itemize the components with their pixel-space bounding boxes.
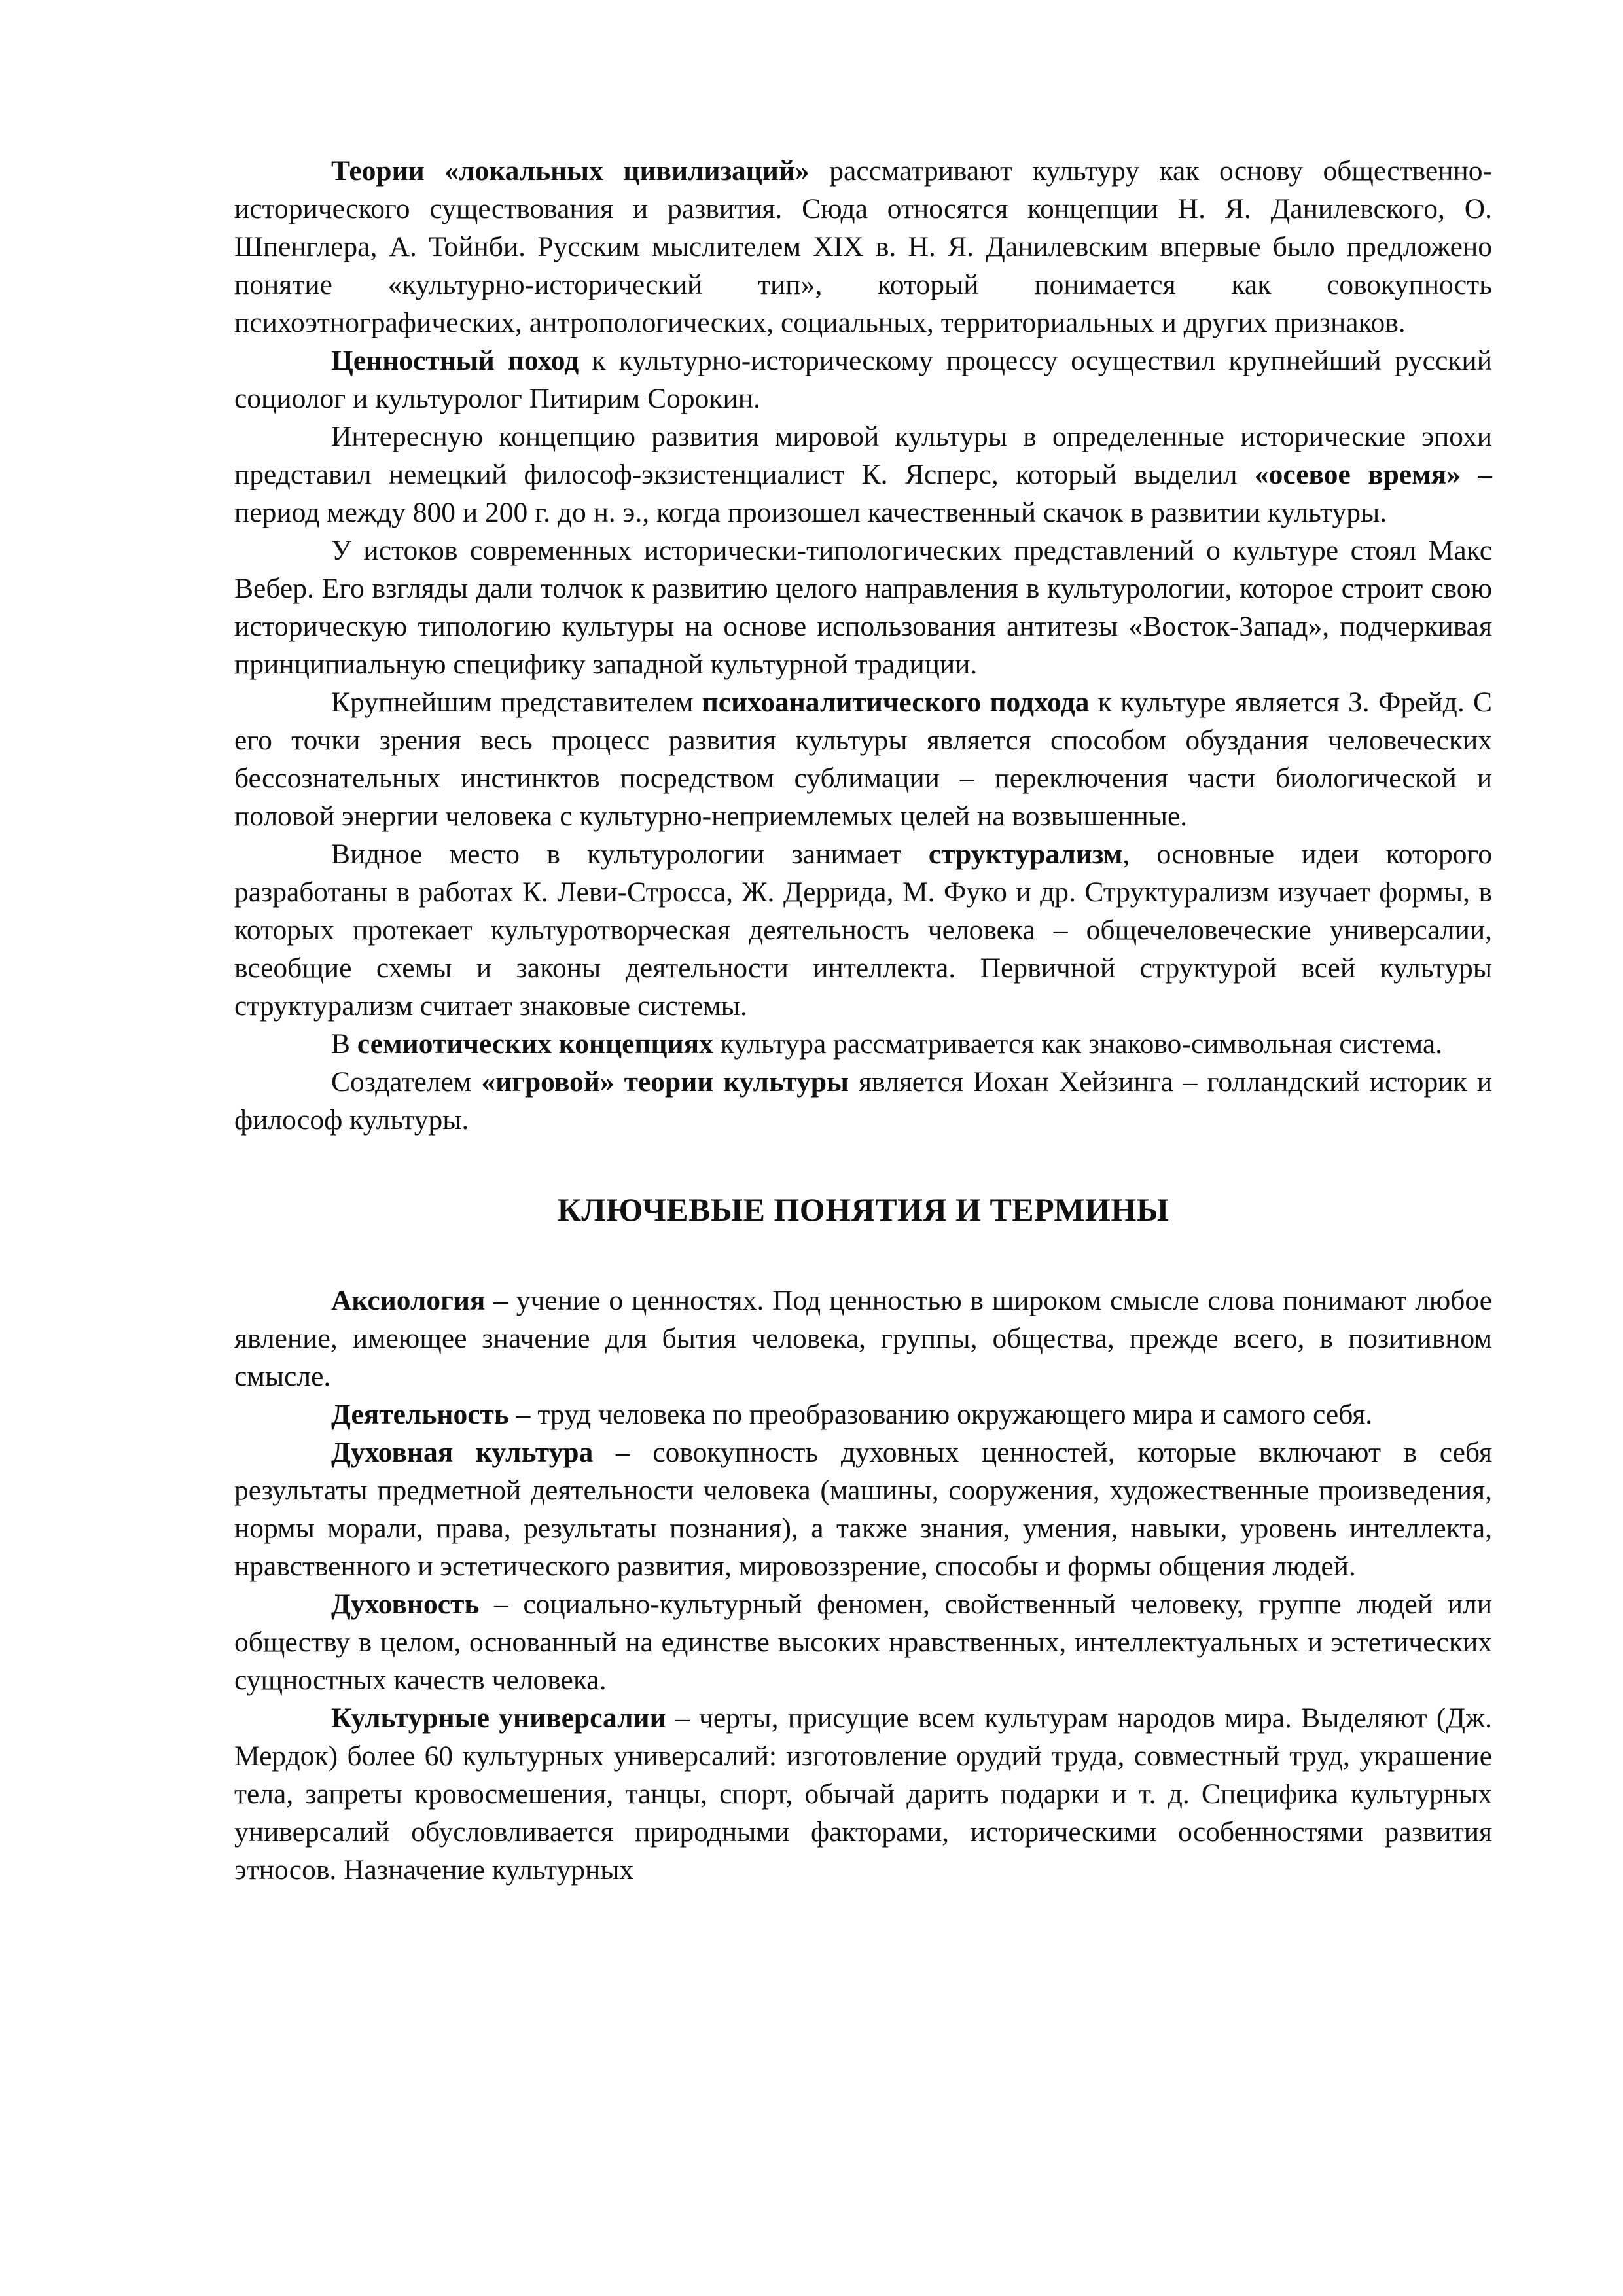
paragraph-weber <box>234 531 1492 683</box>
paragraph-axial-age <box>234 418 1492 531</box>
paragraph-lead-text: Крупнейшим представителем <box>331 687 702 718</box>
term-cultural-universals: Культурные универсалии <box>331 1702 666 1734</box>
paragraph-text: к культуре является З. Фрейд. С его точки зрения весь процесс развития культуры является способом обуздания человеческих бессознательных инстинктов посредством сублимации – переключения части биологической и половой энергии человека с культурно-неприемлемых целей на возвышенные. <box>234 687 1492 832</box>
paragraph-text: к культурно-историческому процессу осуществил крупнейший русский социолог и культуролог Питирим Сорокин. <box>234 345 1492 414</box>
term-game-theory: «игровой» теории культуры <box>481 1066 849 1098</box>
paragraph-semiotic <box>234 1025 1492 1063</box>
term-entry-spiritual-culture <box>234 1433 1492 1585</box>
term-psychoanalytic-approach: психоаналитического подхода <box>702 687 1090 718</box>
section-heading: КЛЮЧЕВЫЕ ПОНЯТИЯ И ТЕРМИНЫ <box>557 1191 1169 1228</box>
term-definition: – социально-культурный феномен, свойственный человеку, группе людей или обществу в целом, основанный на единстве высоких нравственных, интеллектуальных и эстетических сущностных качеств человека. <box>234 1588 1492 1696</box>
term-entry-activity <box>234 1395 1492 1433</box>
paragraph-lead-text: Создателем <box>331 1066 482 1098</box>
paragraph-local-civilizations <box>234 152 1492 342</box>
paragraph-text: рассматривают культуру как основу общественно-исторического существования и развития. Сюда относятся концепции Н. Я. Данилевского, О. Шпенглера, А. Тойнби. Русским мыслителем XIX в. Н. Я. Данилевским впервые было предложено понятие «культурно-исторический тип», который понимается как совокупность психоэтнографических, антропологических, социальных, территориальных и других признаков. <box>234 155 1492 338</box>
term-definition: – совокупность духовных ценностей, которые включают в себя результаты предметной деятельности человека (машины, сооружения, художественные произведения, нормы морали, права, результаты познания), а также знания, умения, навыки, уровень интеллекта, нравственного и эстетического развития, мировоззрение, способы и формы общения людей. <box>234 1437 1492 1582</box>
term-entry-axiology <box>234 1282 1492 1395</box>
term-value-approach: Ценностный поход <box>331 345 579 376</box>
paragraph-value-approach <box>234 342 1492 418</box>
paragraph-psychoanalytic <box>234 683 1492 835</box>
paragraph-lead-text: Видное место в культурологии занимает <box>331 838 929 870</box>
term-spiritual-culture: Духовная культура <box>331 1437 594 1468</box>
paragraph-lead-text: В <box>331 1028 357 1060</box>
paragraph-game-theory <box>234 1063 1492 1139</box>
term-definition: – черты, присущие всем культурам народов мира. Выделяют (Дж. Мердок) более 60 культурных универсалий: изготовление орудий труда, совместный труд, украшение тела, запреты кровосмешения, танцы, спорт, обычай дарить подарки и т. д. Специфика культурных универсалий обусловливается природными факторами, историческими особенностями развития этносов. Назначение культурных <box>234 1702 1492 1886</box>
term-definition: – труд человека по преобразованию окружающего мира и самого себя. <box>508 1399 1373 1430</box>
paragraph-lead-text: Интересную концепцию развития мировой культуры в определенные исторические эпохи представил немецкий философ-экзистенциалист К. Ясперс, который выделил <box>234 421 1492 490</box>
term-definition: – учение о ценностях. Под ценностью в широком смысле слова понимают любое явление, имеющее значение для бытия человека, группы, общества, прежде всего, в позитивном смысле. <box>234 1285 1492 1392</box>
term-axial-age: «осевое время» <box>1254 459 1461 490</box>
term-entry-cultural-universals <box>234 1699 1492 1889</box>
paragraph-text: , основные идеи которого разработаны в работах К. Леви-Стросса, Ж. Деррида, М. Фуко и др. Структурализм изучает формы, в которых протекает культуротворческая деятельность человека – общечеловеческие универсалии, всеобщие схемы и законы деятельности интеллекта. Первичной структурой всей культуры структурализм считает знаковые системы. <box>234 838 1492 1022</box>
term-axiology: Аксиология <box>331 1285 486 1316</box>
paragraph-text: У истоков современных исторически-типологических представлений о культуре стоял Макс Вебер. Его взгляды дали толчок к развитию целого направления в культурологии, которое строит свою историческую типологию культуры на основе использования антитезы «Восток-Запад», подчеркивая принципиальную специфику западной культурной традиции. <box>234 535 1492 680</box>
paragraph-text: – период между 800 и 200 г. до н. э., когда произошел качественный скачок в развитии культуры. <box>234 459 1493 528</box>
term-semiotic-concepts: семиотических концепциях <box>357 1028 713 1060</box>
paragraph-text: является Иохан Хейзинга – голландский историк и философ культуры. <box>234 1066 1492 1136</box>
term-structuralism: структурализм <box>928 838 1123 870</box>
term-activity: Деятельность <box>331 1399 509 1430</box>
paragraph-structuralism <box>234 835 1492 1025</box>
term-local-civilizations: Теории «локальных цивилизаций» <box>331 155 810 187</box>
term-spirituality: Духовность <box>331 1588 480 1620</box>
paragraph-text: культура рассматривается как знаково-символьная система. <box>713 1028 1443 1060</box>
document-page <box>234 152 1492 1889</box>
term-entry-spirituality <box>234 1585 1492 1699</box>
